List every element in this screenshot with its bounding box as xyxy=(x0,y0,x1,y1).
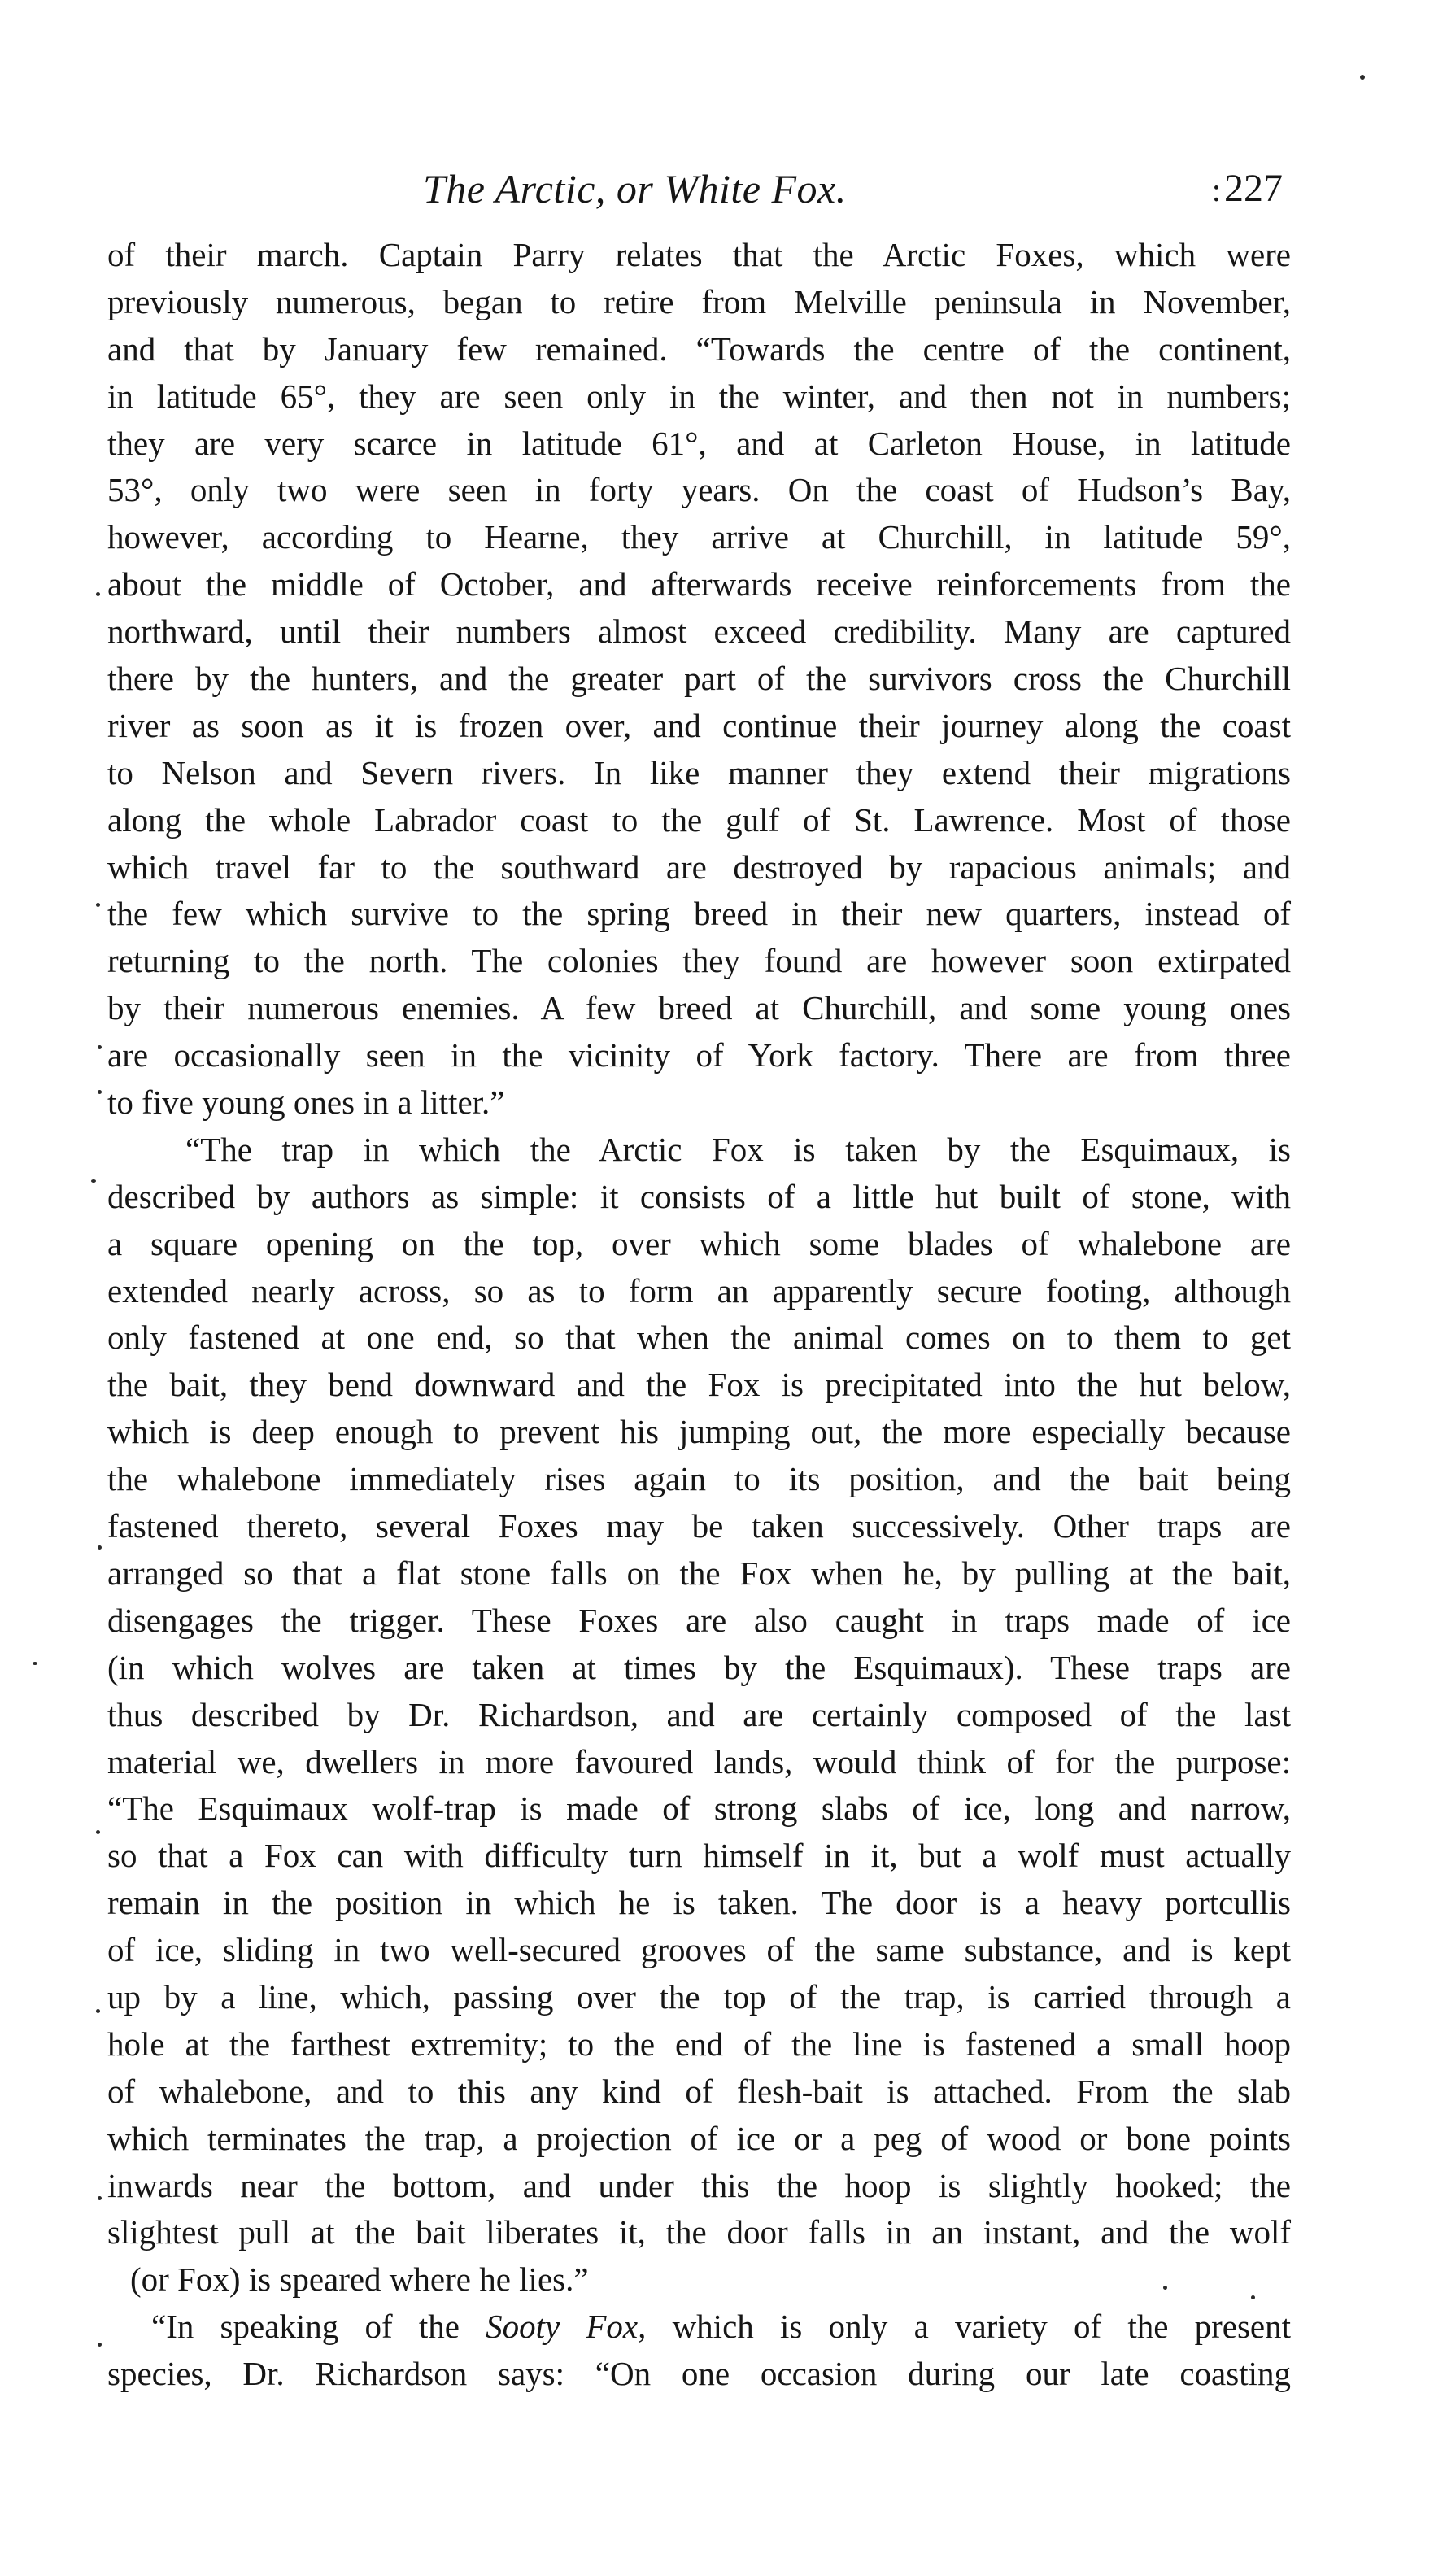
text-line: described by authors as simple: it consists of a little hut built of stone, with xyxy=(107,1177,1291,1215)
scan-speck xyxy=(1163,2286,1167,2290)
scan-speck xyxy=(96,903,100,907)
text-line: fastened thereto, several Foxes may be taken successively. Other traps are xyxy=(107,1507,1291,1545)
text-line: are occasionally seen in the vicinity of York factory. There are from three xyxy=(107,1036,1291,1074)
text-line: inwards near the bottom, and under this the hoop is slightly hooked; the xyxy=(107,2166,1291,2204)
text-line: and that by January few remained. “Towards the centre of the continent, xyxy=(107,329,1291,368)
text-line: the few which survive to the spring breed in their new quarters, instead of xyxy=(107,895,1291,933)
text-line: which travel far to the southward are destroyed by rapacious animals; and xyxy=(107,848,1291,886)
text-line: however, according to Hearne, they arrive at Churchill, in latitude 59°, xyxy=(107,518,1291,556)
text-line: to five young ones in a litter.” xyxy=(107,1083,505,1122)
text-line: along the whole Labrador coast to the gulf of St. Lawrence. Most of those xyxy=(107,800,1291,839)
text-line: there by the hunters, and the greater part of the survivors cross the Churchill xyxy=(107,660,1291,698)
scan-speck xyxy=(1251,2295,1255,2299)
text-line: arranged so that a flat stone falls on the Fox when he, by pulling at the bait, xyxy=(107,1554,1291,1592)
text-line: which terminates the trap, a projection of ice or a peg of wood or bone points xyxy=(107,2119,1291,2157)
text-line: of their march. Captain Parry relates that the Arctic Foxes, which were xyxy=(107,236,1291,273)
text-line: “The Esquimaux wolf-trap is made of strong slabs of ice, long and narrow, xyxy=(107,1789,1291,1828)
text-line: by their numerous enemies. A few breed at Churchill, and some young ones xyxy=(107,989,1291,1027)
text-line: slightest pull at the bait liberates it, the door falls in an instant, and the wolf xyxy=(107,2213,1291,2251)
text-line: a square opening on the top, over which some blades of whalebone are xyxy=(107,1224,1291,1262)
text-line: the whalebone immediately rises again to its position, and the bait being xyxy=(107,1460,1291,1498)
text-line: in latitude 65°, they are seen only in the winter, and then not in numbers; xyxy=(107,377,1291,415)
body-text xyxy=(107,232,1291,2398)
text-line: about the middle of October, and afterwards receive reinforcements from the xyxy=(107,565,1291,604)
text-line: returning to the north. The colonies they found are however soon extirpated xyxy=(107,942,1291,980)
text-line: the bait, they bend downward and the Fox is precipitated into the hut below, xyxy=(107,1366,1291,1404)
text-line: (in which wolves are taken at times by the Esquimaux). These traps are xyxy=(107,1648,1291,1686)
scan-speck xyxy=(98,1045,102,1049)
text-line: extended nearly across, so as to form an apparently secure footing, although xyxy=(107,1271,1291,1310)
scan-speck xyxy=(91,1179,96,1183)
scan-speck xyxy=(98,1090,102,1094)
page-number xyxy=(1212,159,1283,220)
paragraph-start-line: “The trap in which the Arctic Fox is taken by the Esquimaux, is xyxy=(185,1130,1291,1168)
text-line: river as soon as it is frozen over, and continue their journey along the coast xyxy=(107,706,1291,744)
text-line: northward, until their numbers almost exceed credibility. Many are captured xyxy=(107,612,1291,651)
text-line: 53°, only two were seen in forty years. On the coast of Hudson’s Bay, xyxy=(107,471,1291,509)
text-line: only fastened at one end, so that when the animal comes on to them to get xyxy=(107,1319,1291,1357)
running-head xyxy=(107,159,1291,218)
scan-speck xyxy=(33,1662,37,1665)
scan-speck xyxy=(98,1545,102,1550)
sooty-fox-italic: Sooty Fox, xyxy=(486,2308,647,2346)
text-line: of whalebone, and to this any kind of flesh-bait is attached. From the slab xyxy=(107,2072,1291,2110)
page-number-colon: : xyxy=(1211,172,1221,208)
text-line: up by a line, which, passing over the top of the trap, is carried through a xyxy=(107,1977,1291,2016)
scan-speck xyxy=(96,2009,100,2013)
text-line: they are very scarce in latitude 61°, and at Carleton House, in latitude xyxy=(107,424,1291,462)
scan-speck xyxy=(98,2343,102,2347)
text-line: to Nelson and Severn rivers. In like manner they extend their migrations xyxy=(107,753,1291,791)
text-line: of ice, sliding in two well-secured grooves of the same substance, and is kept xyxy=(107,1931,1291,1969)
text-line: (or Fox) is speared where he lies.” xyxy=(130,2260,589,2299)
text-line: which is deep enough to prevent his jumping out, the more especially because xyxy=(107,1413,1291,1451)
text-line: disengages the trigger. These Foxes are also caught in traps made of ice xyxy=(107,1601,1291,1639)
page-number-value: 227 xyxy=(1224,167,1283,210)
text-line: hole at the farthest extremity; to the end of the line is fastened a small hoop xyxy=(107,2025,1291,2063)
scan-speck xyxy=(98,2196,102,2200)
scan-speck xyxy=(1360,75,1365,80)
text-line: previously numerous, began to retire from Melville peninsula in November, xyxy=(107,282,1291,320)
final-line1-post: which is only a variety of the present xyxy=(646,2308,1291,2346)
text-line: so that a Fox can with difficulty turn himself in it, but a wolf must actually xyxy=(107,1837,1291,1875)
text-line: remain in the position in which he is taken. The door is a heavy portcullis xyxy=(107,1884,1291,1922)
running-title: The Arctic, or White Fox. xyxy=(423,166,847,211)
final-line1-pre: “In speaking of the xyxy=(151,2308,486,2346)
text-line: material we, dwellers in more favoured lands, would think of for the purpose: xyxy=(107,1742,1291,1781)
scan-speck xyxy=(96,592,100,596)
paragraph-start-line xyxy=(107,2304,1291,2351)
text-line: thus described by Dr. Richardson, and are certainly composed of the last xyxy=(107,1695,1291,1733)
text-line: species, Dr. Richardson says: “On one occasion during our late coasting xyxy=(107,2355,1291,2393)
scan-speck xyxy=(96,1830,100,1834)
